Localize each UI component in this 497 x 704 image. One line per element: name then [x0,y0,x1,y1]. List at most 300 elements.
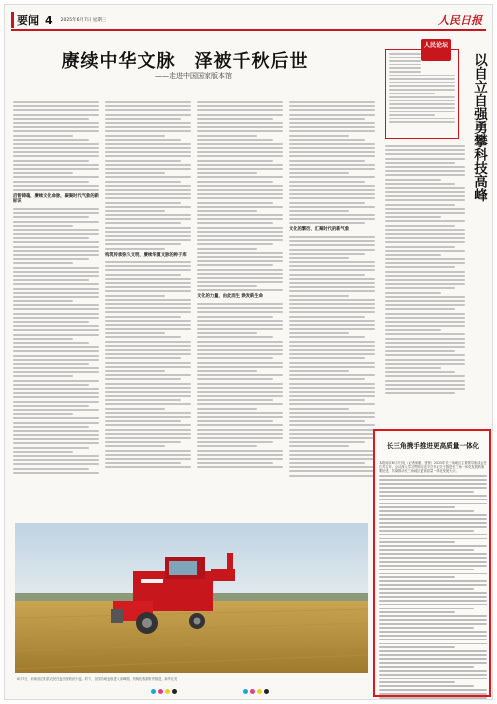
text-line [105,176,191,178]
text-line [289,155,375,157]
text-line [197,311,283,313]
text-line [379,561,487,563]
text-line [289,118,365,120]
text-line [289,218,375,220]
text-line [105,248,165,250]
text-line [105,299,191,301]
text-line [289,193,375,195]
text-line [13,359,99,361]
text-line [385,333,465,335]
text-line [379,584,487,586]
text-line [389,71,421,73]
text-line [13,143,99,145]
text-line [379,569,474,571]
text-line [289,336,365,338]
text-column-3 [197,101,283,515]
text-line [197,387,283,389]
text-line [289,135,349,137]
text-line [13,233,99,235]
text-line [289,370,349,372]
text-line [13,363,89,365]
text-line [197,210,257,212]
text-line [289,316,365,318]
text-line [289,269,375,271]
text-line [13,472,99,474]
text-line [379,487,487,489]
text-line [379,697,487,699]
text-line [379,685,474,687]
text-line [105,185,191,187]
text-line [385,346,465,348]
text-line [197,118,273,120]
text-line [289,433,375,435]
text-line [13,321,89,323]
text-line [105,295,165,297]
text-line [13,300,73,302]
text-line [13,405,89,407]
text-line [105,454,191,456]
text-line [379,506,455,508]
text-line [389,53,421,55]
text-line [197,320,283,322]
text-line [289,399,365,401]
text-line [105,429,191,431]
text-line [389,114,435,116]
text-line [105,101,191,103]
text-line [105,114,191,116]
text-line [289,458,375,460]
text-line [289,101,375,103]
text-line [13,176,99,178]
text-line [385,271,465,273]
color-register-dots-2 [243,689,269,694]
text-line [385,254,441,256]
text-line [13,438,99,440]
text-line [389,111,455,113]
text-line [105,172,165,174]
text-line [105,311,191,313]
text-line [105,130,191,132]
text-line [13,250,99,252]
text-line [385,367,441,369]
text-line [13,258,89,260]
text-line [13,455,99,457]
text-line [13,229,99,231]
text-line [13,313,99,315]
text-line [289,265,375,267]
text-line [379,658,487,660]
text-line [379,611,455,613]
text-line [289,424,375,426]
text-line [197,366,283,368]
text-line [289,261,375,263]
text-line [197,256,283,258]
page-header [11,11,486,31]
text-line [105,370,165,372]
text-line [105,424,191,426]
text-line [197,227,283,229]
text-line [197,332,257,334]
text-line [13,396,99,398]
text-line [289,403,375,405]
text-line [105,399,181,401]
text-line [105,269,191,271]
text-line [105,105,191,107]
text-line [379,596,487,598]
text-line [289,249,375,251]
text-line [13,430,99,432]
text-column-1 [13,101,99,515]
text-line [379,600,487,602]
text-line [197,160,273,162]
text-line [289,345,375,347]
text-line [13,317,99,319]
text-line [105,206,191,208]
text-line [105,278,191,280]
text-line [289,378,365,380]
text-line [105,155,191,157]
text-line [197,252,283,254]
text-line [385,338,465,340]
text-line [289,257,349,259]
text-line [289,143,375,145]
text-line [379,639,487,641]
text-line [197,155,283,157]
text-line [13,114,99,116]
text-line [197,412,283,414]
text-line [13,155,99,157]
text-line [289,176,375,178]
text-line [385,208,465,210]
text-line [105,383,191,385]
text-line [197,181,273,183]
text-line [379,623,487,625]
text-line [389,85,455,87]
text-line [289,197,375,199]
section-heading: 启智铸魂，赓续文化命脉，凝聚时代气象的新标识 [13,193,99,205]
text-line [379,576,455,578]
text-line [13,459,99,461]
text-line [379,557,487,559]
text-line [105,462,181,464]
text-line [105,437,191,439]
masthead-logo: 人民日报 [438,14,482,27]
text-line [289,286,375,288]
text-line [289,475,375,477]
text-line [13,409,99,411]
text-line [389,118,455,120]
text-line [379,538,487,540]
text-line [197,429,283,431]
text-line [197,462,273,464]
highlighted-text-lines [379,475,487,699]
text-line [197,416,283,418]
text-line [289,210,349,212]
text-line [197,197,283,199]
text-line [289,462,365,464]
text-line [385,317,465,319]
text-line [105,282,191,284]
text-line [385,258,465,260]
text-line [105,420,181,422]
text-line [289,341,375,343]
text-line [197,277,283,279]
section-heading: 文化的力量，由此而生 焕发新生命 [197,294,263,300]
text-line [385,350,455,352]
text-line [13,105,99,107]
text-line [379,627,474,629]
text-line [385,179,441,181]
text-line [13,308,99,310]
text-line [13,367,99,369]
text-line [385,174,465,176]
text-column-2 [105,101,191,515]
text-line [385,384,465,386]
text-line [385,329,441,331]
text-line [105,458,191,460]
text-line [105,320,191,322]
text-line [13,426,89,428]
text-line [385,304,465,306]
text-line [105,341,191,343]
text-line [197,222,273,224]
commentary-title: 以自立自强勇攀科技高峰 [471,53,487,202]
text-line [105,290,191,292]
text-line [13,275,99,277]
text-line [379,541,455,543]
text-line [105,118,181,120]
text-line [379,662,487,664]
text-line [197,424,283,426]
text-line [385,275,465,277]
text-line [13,296,99,298]
text-line [379,503,487,505]
text-line [379,514,487,516]
text-line [379,631,487,633]
text-line [197,395,283,397]
text-line [289,357,365,359]
text-line [105,265,191,267]
text-line [379,615,487,617]
text-line [197,114,283,116]
text-line [379,522,487,524]
text-line [289,282,375,284]
text-line [385,158,465,160]
article-subhead: ——走进中国国家版本馆 [155,72,232,80]
text-line [13,271,99,273]
text-line [289,374,375,376]
text-line [13,304,99,306]
text-line [197,403,283,405]
text-line [289,126,375,128]
text-line [289,466,375,468]
photo-caption: 6月7日，河南省正阳县农民在麦田里收获小麦。时下，全国各地麦收进入高峰期，机械化收割有序推进。新华社发 [17,677,178,681]
text-line [105,139,181,141]
text-line [197,264,273,266]
text-line [13,288,99,290]
text-line [379,495,487,497]
text-line [289,114,375,116]
text-line [289,202,365,204]
text-line [105,345,191,347]
text-line [105,197,191,199]
text-line [379,565,487,567]
text-line [13,384,89,386]
text-line [385,375,465,377]
text-line [385,153,465,155]
text-line [13,417,99,419]
text-line [197,445,257,447]
text-line [385,237,465,239]
text-line [385,388,465,390]
text-line [13,338,73,340]
text-line [105,189,191,191]
text-line [379,619,487,621]
text-line [385,266,455,268]
harvester-photo [15,523,368,673]
text-line [389,96,455,98]
text-line [385,241,465,243]
text-line [197,374,283,376]
text-line [385,363,465,365]
text-line [385,187,465,189]
highlighted-article[interactable] [373,429,491,697]
text-line [105,366,191,368]
text-line [379,604,487,606]
text-line [197,218,283,220]
text-line [13,122,99,124]
text-line [385,216,441,218]
text-line [13,392,99,394]
text-line [289,362,375,364]
text-line [105,222,181,224]
text-line [13,164,99,166]
text-line [289,105,375,107]
commentary-box [385,49,459,139]
text-line [13,451,73,453]
text-line [13,160,89,162]
text-line [389,57,421,59]
text-line [13,334,99,336]
text-line [389,78,455,80]
text-line [379,580,487,582]
text-line [197,109,283,111]
text-line [105,214,191,216]
text-line [105,403,191,405]
text-line [105,441,181,443]
text-line [385,262,465,264]
text-line [379,693,487,695]
text-line [105,168,191,170]
text-line [197,341,283,343]
text-line [13,130,99,132]
text-line [385,279,465,281]
text-line [105,160,181,162]
text-line [13,254,99,256]
text-line [389,89,455,91]
text-line [379,650,487,652]
text-line [197,454,283,456]
text-line [289,122,375,124]
text-line [385,166,465,168]
text-line [289,151,375,153]
text-line [389,75,455,77]
text-line [379,678,487,680]
text-line [13,329,99,331]
text-line [289,412,375,414]
text-line [289,185,375,187]
text-line [13,216,89,218]
text-line [197,101,283,103]
text-line [13,151,99,153]
text-line [105,332,165,334]
text-line [289,299,375,301]
text-line [13,388,99,390]
highlighted-title: 长三角携手推进更高质量一体化 [386,442,480,450]
text-line [379,553,487,555]
text-line [289,383,375,385]
text-line [379,491,474,493]
text-line [289,189,375,191]
text-line [197,353,283,355]
text-line [13,413,73,415]
text-line [197,345,283,347]
text-line [289,416,375,418]
text-line [389,67,421,69]
text-line [289,290,375,292]
text-line [105,143,191,145]
text-line [13,225,73,227]
text-line [289,391,375,393]
text-line [385,392,455,394]
text-line [13,262,73,264]
text-line [13,101,99,103]
text-line [385,149,465,151]
text-line [385,287,455,289]
text-line [289,328,375,330]
text-line [289,445,349,447]
text-line [379,643,487,645]
text-line [379,608,474,610]
text-line [105,450,191,452]
text-line [13,189,99,191]
text-line [385,321,465,323]
text-line [289,450,375,452]
text-line [385,162,455,164]
text-line [379,670,487,672]
text-line [197,269,283,271]
text-line [197,408,257,410]
text-line [197,336,273,338]
text-line [13,147,99,149]
text-line [289,109,375,111]
text-line [385,300,465,302]
text-line [289,303,375,305]
text-line [197,122,283,124]
text-line [289,366,375,368]
text-line [289,470,375,472]
text-line [289,278,375,280]
text-line [197,307,283,309]
text-line [389,93,435,95]
text-line [13,279,89,281]
text-line [197,303,283,305]
text-line [389,121,455,123]
text-line [197,202,273,204]
text-line [13,212,99,214]
text-line [289,181,365,183]
text-line [197,243,273,245]
